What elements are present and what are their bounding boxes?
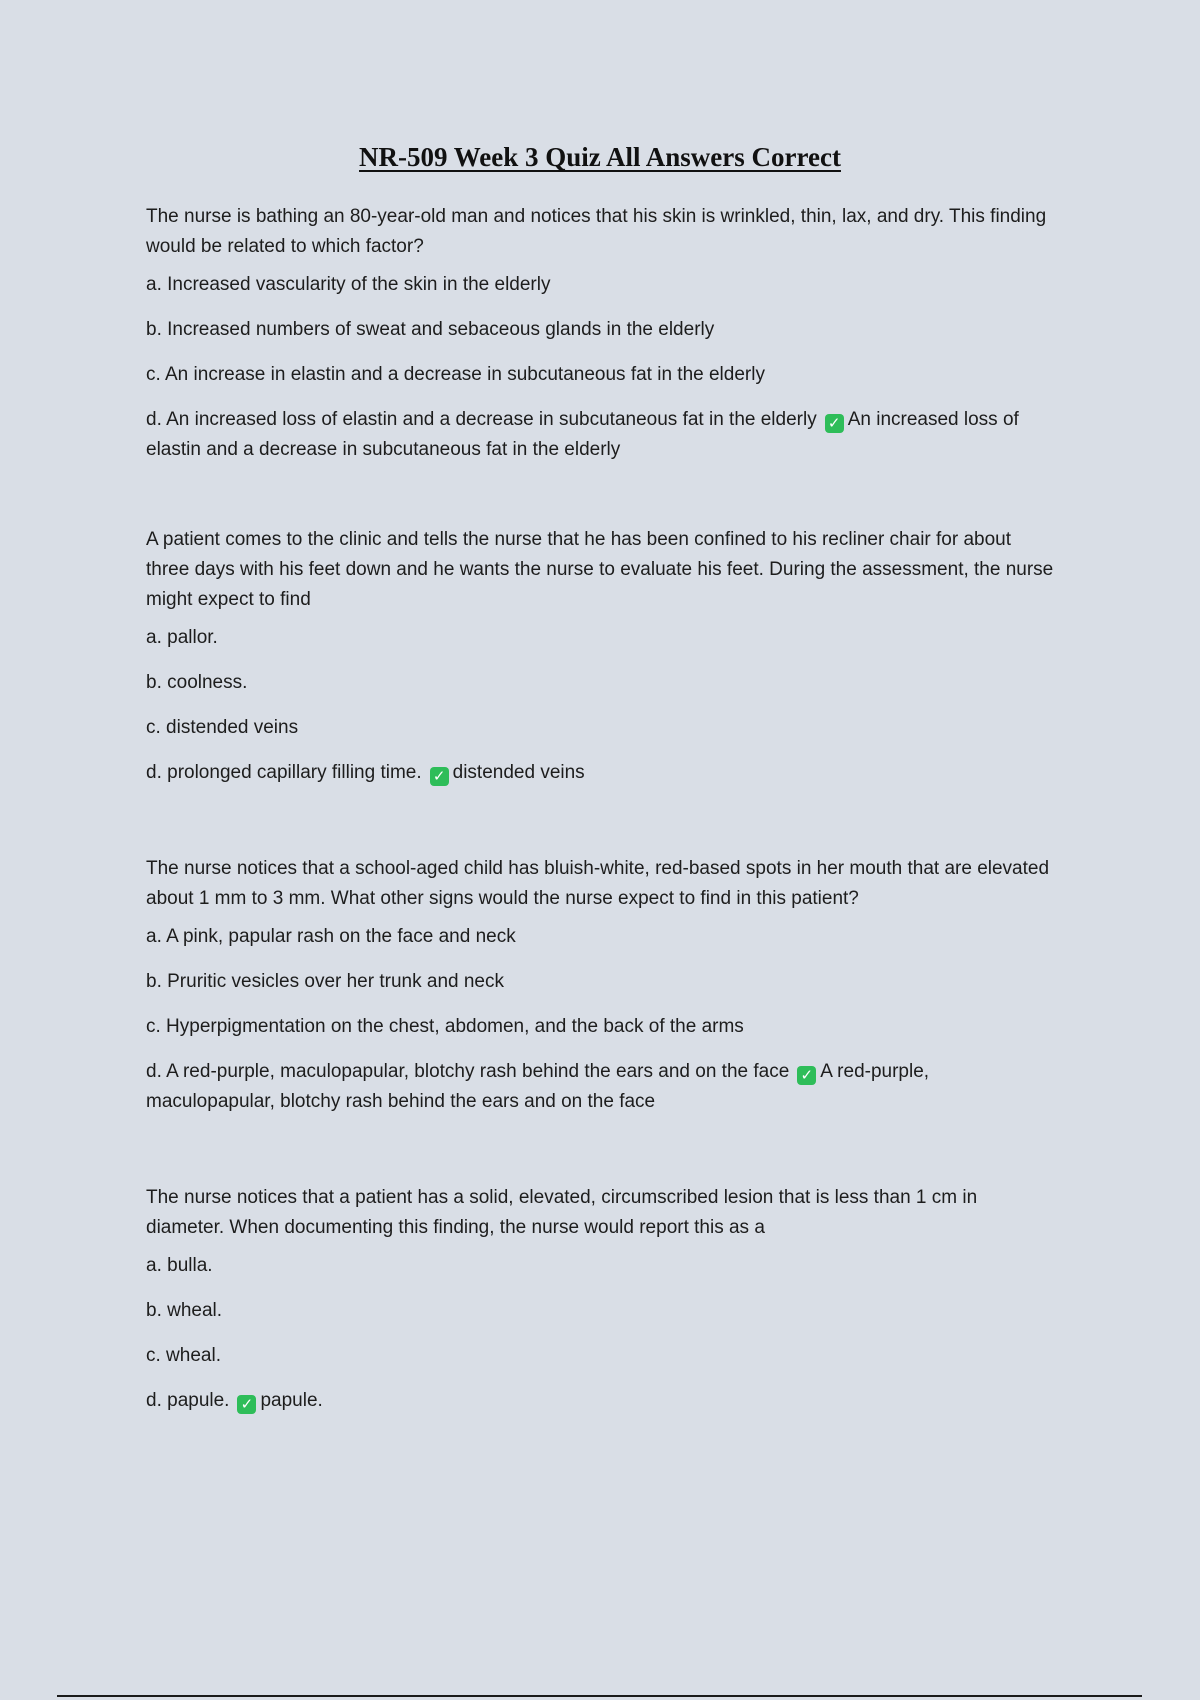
option-a: a. pallor.	[146, 627, 218, 648]
option-d	[146, 1386, 1054, 1416]
option-d-text: d. An increased loss of elastin and a decrease in subcutaneous fat in the elderly	[146, 409, 817, 430]
question-block-4	[146, 1183, 1054, 1416]
option-d-text: d. papule.	[146, 1390, 230, 1411]
option-c: c. wheal.	[146, 1345, 221, 1366]
option-list	[146, 1251, 1054, 1416]
question-text: A patient comes to the clinic and tells the nurse that he has been confined to his recliner chair for about three days with his feet down and he wants the nurse to evaluate his feet. During the assessment, the nurse might expect to find	[146, 529, 1054, 610]
option-c: c. An increase in elastin and a decrease in subcutaneous fat in the elderly	[146, 364, 765, 385]
option-d-text: d. A red-purple, maculopapular, blotchy rash behind the ears and on the face	[146, 1061, 790, 1082]
option-a: a. bulla.	[146, 1255, 213, 1276]
question-block-3	[146, 854, 1054, 1117]
check-mark-icon: ✓	[430, 767, 449, 786]
correct-answer: distended veins	[452, 762, 585, 783]
option-b: b. coolness.	[146, 672, 248, 693]
option-b: b. Increased numbers of sweat and sebaceous glands in the elderly	[146, 319, 715, 340]
option-d	[146, 758, 1054, 788]
option-d	[146, 405, 1054, 465]
option-c: c. Hyperpigmentation on the chest, abdomen, and the back of the arms	[146, 1016, 744, 1037]
option-a: a. A pink, papular rash on the face and neck	[146, 926, 516, 947]
question-text: The nurse is bathing an 80-year-old man and notices that his skin is wrinkled, thin, lax, and dry. This finding would be related to which factor?	[146, 206, 1047, 257]
footer-divider	[57, 1695, 1142, 1697]
option-c: c. distended veins	[146, 717, 299, 738]
document-title: NR-509 Week 3 Quiz All Answers Correct	[359, 142, 841, 172]
option-d-text: d. prolonged capillary filling time.	[146, 762, 422, 783]
question-block-2	[146, 525, 1054, 788]
option-list	[146, 922, 1054, 1117]
correct-answer: A red-purple, maculopapular, blotchy rash behind the ears and on the face	[146, 1061, 930, 1112]
correct-answer: papule.	[260, 1390, 323, 1411]
option-d	[146, 1057, 1054, 1117]
correct-answer: An increased loss of elastin and a decrease in subcutaneous fat in the elderly	[146, 409, 1019, 460]
question-block-1	[146, 202, 1054, 465]
check-mark-icon: ✓	[825, 414, 844, 433]
question-text: The nurse notices that a school-aged child has bluish-white, red-based spots in her mouth that are elevated about 1 mm to 3 mm. What other signs would the nurse expect to find in this patient?	[146, 858, 1050, 909]
quiz-content	[146, 202, 1054, 1491]
check-mark-icon: ✓	[237, 1395, 256, 1414]
check-mark-icon: ✓	[797, 1066, 816, 1085]
option-a: a. Increased vascularity of the skin in the elderly	[146, 274, 551, 295]
option-b: b. Pruritic vesicles over her trunk and neck	[146, 971, 504, 992]
option-list	[146, 270, 1054, 465]
question-text: The nurse notices that a patient has a solid, elevated, circumscribed lesion that is less than 1 cm in diameter. When documenting this finding, the nurse would report this as a	[146, 1187, 978, 1238]
option-b: b. wheal.	[146, 1300, 223, 1321]
option-list	[146, 623, 1054, 788]
